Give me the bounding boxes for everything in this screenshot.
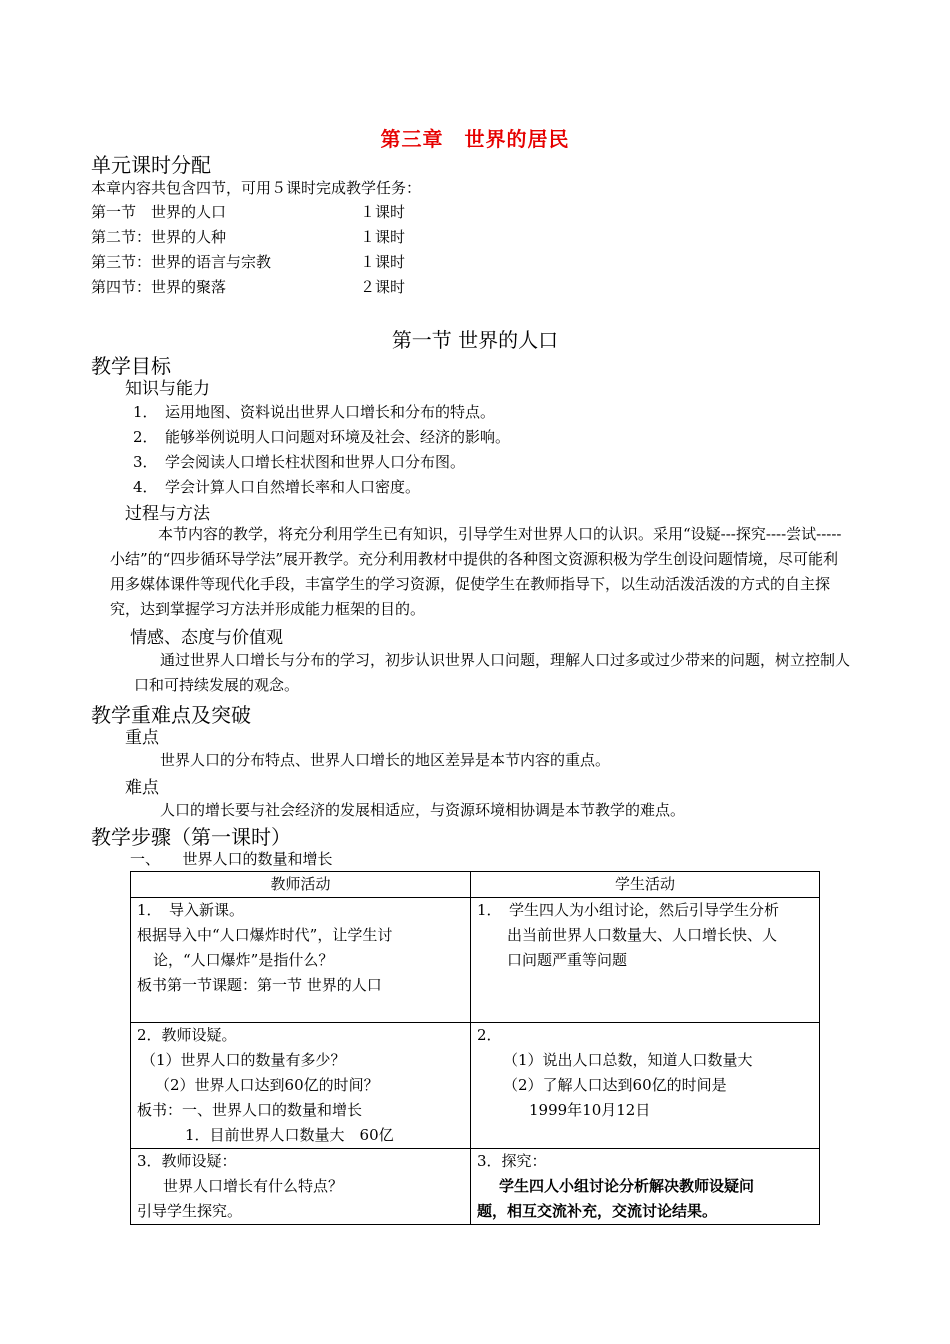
focus-text: 世界人口的分布特点、世界人口增长的地区差异是本节内容的重点。 bbox=[160, 751, 611, 769]
teacher-cell bbox=[131, 1023, 471, 1149]
table-header-row bbox=[131, 872, 820, 898]
cell-line: 1．目前世界人口数量大 60亿 bbox=[185, 1126, 394, 1144]
allocation-row-name: 第一节 世界的人口 bbox=[91, 203, 227, 221]
cell-line: 1． 学生四人为小组讨论，然后引导学生分析 bbox=[477, 901, 780, 919]
table-row bbox=[131, 1149, 820, 1225]
difficulty-text: 人口的增长要与社会经济的发展相适应，与资源环境相协调是本节教学的难点。 bbox=[160, 801, 686, 819]
cell-line: 3．教师设疑： bbox=[137, 1152, 237, 1170]
process-heading: 过程与方法 bbox=[125, 504, 210, 524]
cell-line: 板书第一节课题：第一节 世界的人口 bbox=[137, 976, 382, 994]
student-cell bbox=[471, 898, 820, 1023]
cell-line: 1． 导入新课。 bbox=[137, 901, 245, 919]
cell-line: （1）说出人口总数，知道人口数量大 bbox=[503, 1051, 753, 1069]
steps-table bbox=[130, 871, 820, 1225]
key-points-heading: 教学重难点及突破 bbox=[91, 703, 251, 727]
cell-line: 出当前世界人口数量大、人口增长快、人 bbox=[507, 926, 778, 944]
focus-heading: 重点 bbox=[125, 728, 159, 748]
cell-line: 引导学生探究。 bbox=[137, 1202, 243, 1220]
emotion-text: 通过世界人口增长与分布的学习，初步认识世界人口问题，理解人口过多或过少带来的问题，树立控制人口和可持续发展的观念。 bbox=[134, 651, 851, 694]
allocation-row-name: 第三节：世界的语言与宗教 bbox=[91, 253, 272, 271]
cell-line: 世界人口增长有什么特点？ bbox=[163, 1177, 344, 1195]
table-row bbox=[131, 898, 820, 1023]
section-title: 第一节 世界的人口 bbox=[391, 328, 559, 352]
allocation-row-name: 第二节：世界的人种 bbox=[91, 228, 227, 246]
knowledge-item: 3． 学会阅读人口增长柱状图和世界人口分布图。 bbox=[133, 453, 466, 471]
cell-line: 3．探究： bbox=[477, 1152, 547, 1170]
cell-line: 板书：一、世界人口的数量和增长 bbox=[137, 1101, 363, 1119]
cell-line: 学生四人小组讨论分析解决教师设疑问 bbox=[499, 1177, 755, 1195]
steps-subheading: 一、 世界人口的数量和增长 bbox=[130, 850, 333, 868]
cell-line: 口问题严重等问题 bbox=[507, 951, 628, 969]
knowledge-item: 2． 能够举例说明人口问题对环境及社会、经济的影响。 bbox=[133, 428, 511, 446]
student-cell bbox=[471, 1023, 820, 1149]
header-student: 学生活动 bbox=[471, 872, 820, 898]
steps-heading: 教学步骤（第一课时） bbox=[91, 825, 291, 849]
cell-line: 题，相互交流补充，交流讨论结果。 bbox=[477, 1202, 718, 1220]
cell-line: 1999年10月12日 bbox=[529, 1101, 651, 1119]
cell-line: 论，“人口爆炸”是指什么？ bbox=[153, 951, 334, 969]
header-teacher: 教师活动 bbox=[131, 872, 471, 898]
teacher-cell bbox=[131, 898, 471, 1023]
cell-line: 2．教师设疑。 bbox=[137, 1026, 237, 1044]
allocation-row-name: 第四节：世界的聚落 bbox=[91, 278, 227, 296]
difficulty-heading: 难点 bbox=[125, 778, 159, 798]
objectives-heading: 教学目标 bbox=[91, 354, 171, 378]
knowledge-item: 1． 运用地图、资料说出世界人口增长和分布的特点。 bbox=[133, 403, 496, 421]
chapter-title: 第三章 世界的居民 bbox=[380, 127, 570, 151]
cell-line: 2． bbox=[477, 1026, 502, 1044]
unit-allocation-intro: 本章内容共包含四节，可用５课时完成教学任务： bbox=[91, 179, 422, 197]
teacher-cell bbox=[131, 1149, 471, 1225]
allocation-row-hours: ２课时 bbox=[360, 278, 406, 296]
unit-allocation-heading: 单元课时分配 bbox=[91, 153, 211, 177]
cell-line: 根据导入中“人口爆炸时代”，让学生讨 bbox=[137, 926, 393, 944]
cell-line: （1）世界人口的数量有多少？ bbox=[141, 1051, 346, 1069]
knowledge-item: 4． 学会计算人口自然增长率和人口密度。 bbox=[133, 478, 421, 496]
allocation-row-hours: １课时 bbox=[360, 228, 406, 246]
allocation-row-hours: １课时 bbox=[360, 203, 406, 221]
allocation-row-hours: １课时 bbox=[360, 253, 406, 271]
student-cell bbox=[471, 1149, 820, 1225]
table-row bbox=[131, 1023, 820, 1149]
knowledge-heading: 知识与能力 bbox=[125, 379, 210, 399]
cell-line: （2）了解人口达到60亿的时间是 bbox=[503, 1076, 727, 1094]
process-text: 本节内容的教学，将充分利用学生已有知识，引导学生对世界人口的认识。采用“设疑---探究----尝试-----小结”的“四步循环导学法”展开教学。充分利用教材中提供的各种图文资源积极为学生创设问题情境，尽可能利用多媒体课件等现代化手段，丰富学生的学习资源，促使学生在教师指导下，以生动活泼活泼的方式的自主探究，达到掌握学习方法并形成能力框架的目的。 bbox=[110, 525, 842, 618]
emotion-heading: 情感、态度与价值观 bbox=[130, 628, 283, 648]
cell-line: （2）世界人口达到60亿的时间？ bbox=[155, 1076, 379, 1094]
